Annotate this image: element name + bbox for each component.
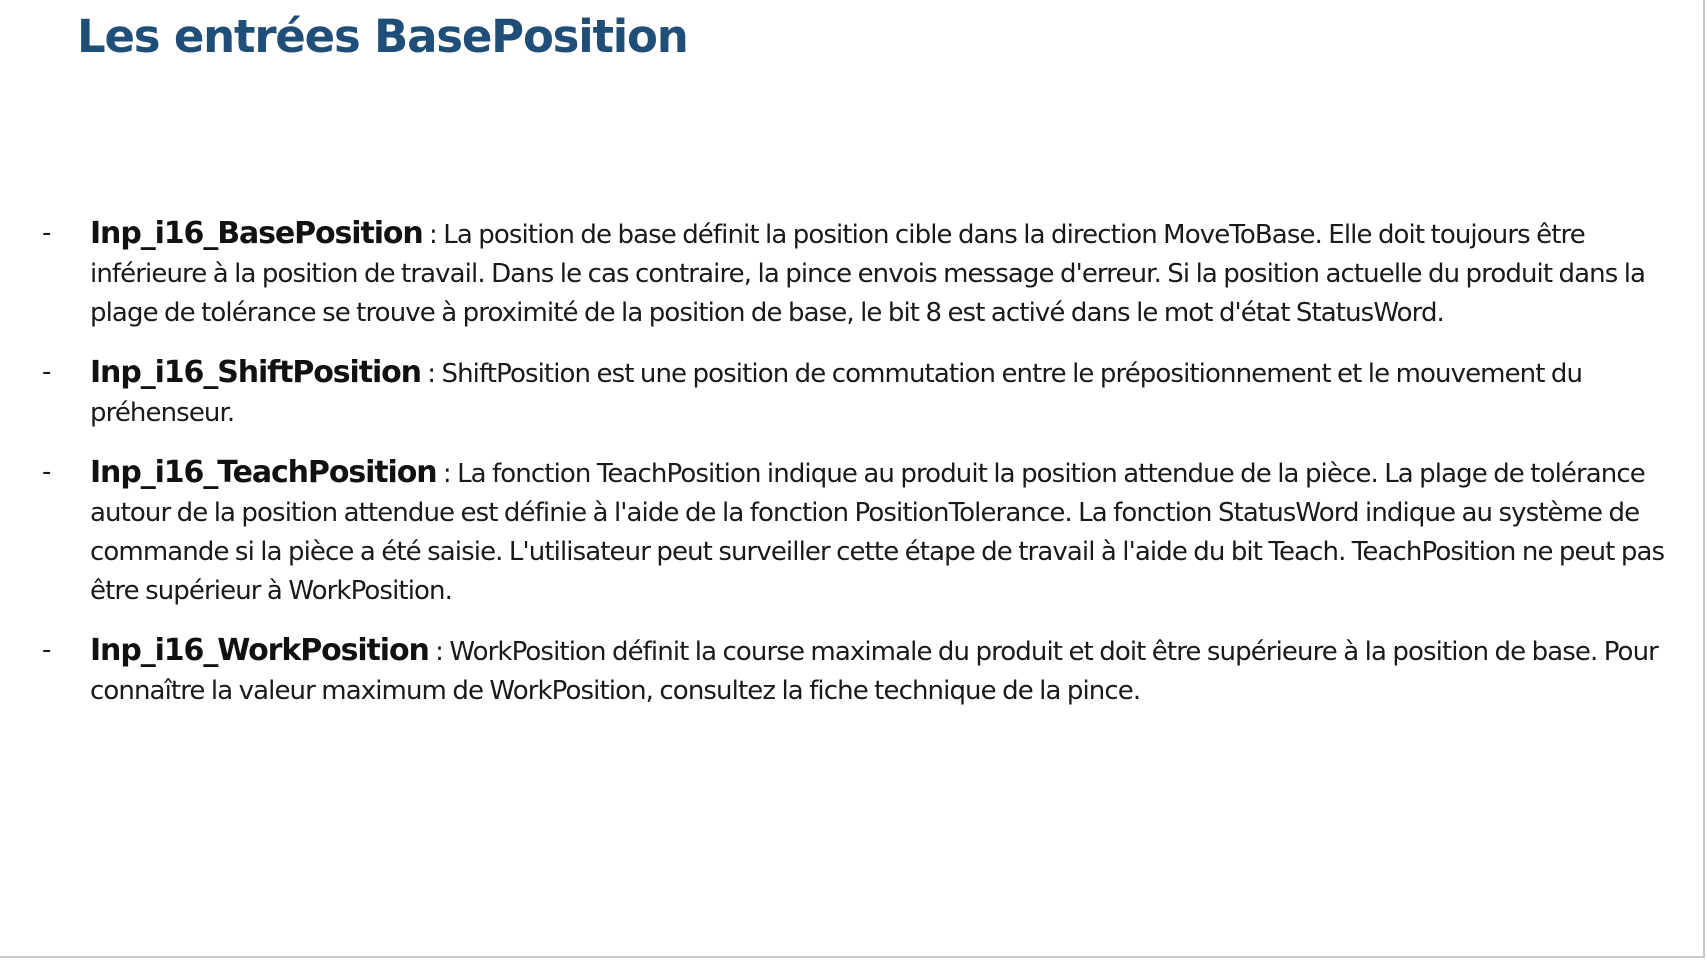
bullet-dash: - xyxy=(42,218,51,248)
slide-title: Les entrées BasePosition xyxy=(77,10,688,63)
term-work-position: Inp_i16_WorkPosition xyxy=(90,633,429,668)
term-separator: : xyxy=(420,359,442,389)
bullet-dash: - xyxy=(42,357,51,387)
description-base-position: La position de base définit la position cible dans la direction MoveToBase. Elle doit toujours être inférieure à la position de travail. Dans le cas contraire, la pince envois message d'erreur. Si la position actuelle du produit dans la plage de tolérance se trouve à proximité de la position de base, le bit 8 est activé dans le mot d'état StatusWord. xyxy=(90,220,1646,328)
description-teach-position: La fonction TeachPosition indique au produit la position attendue de la pièce. La plage de tolérance autour de la position attendue est définie à l'aide de la fonction PositionTolerance. La fonction StatusWord indique au système de commande si la pièce a été saisie. L'utilisateur peut surveiller cette étape de travail à l'aide du bit Teach. TeachPosition ne peut pas être supérieur à WorkPosition. xyxy=(90,459,1665,606)
term-separator: : xyxy=(428,637,450,667)
term-separator: : xyxy=(436,459,458,489)
term-shift-position: Inp_i16_ShiftPosition xyxy=(90,355,421,390)
definition-item-work-position xyxy=(0,631,1700,711)
bullet-dash: - xyxy=(42,635,51,665)
term-separator: : xyxy=(422,220,444,250)
definition-item-shift-position xyxy=(0,353,1700,433)
definition-list xyxy=(0,214,1700,731)
term-base-position: Inp_i16_BasePosition xyxy=(90,216,423,251)
description-shift-position: ShiftPosition est une position de commutation entre le prépositionnement et le mouvement du préhenseur. xyxy=(90,359,1583,428)
definition-item-teach-position xyxy=(0,453,1700,611)
bullet-dash: - xyxy=(42,457,51,487)
description-work-position: WorkPosition définit la course maximale du produit et doit être supérieure à la position de base. Pour connaître la valeur maximum de WorkPosition, consultez la fiche technique de la pince. xyxy=(90,637,1658,706)
definition-item-base-position xyxy=(0,214,1700,333)
term-teach-position: Inp_i16_TeachPosition xyxy=(90,455,437,490)
